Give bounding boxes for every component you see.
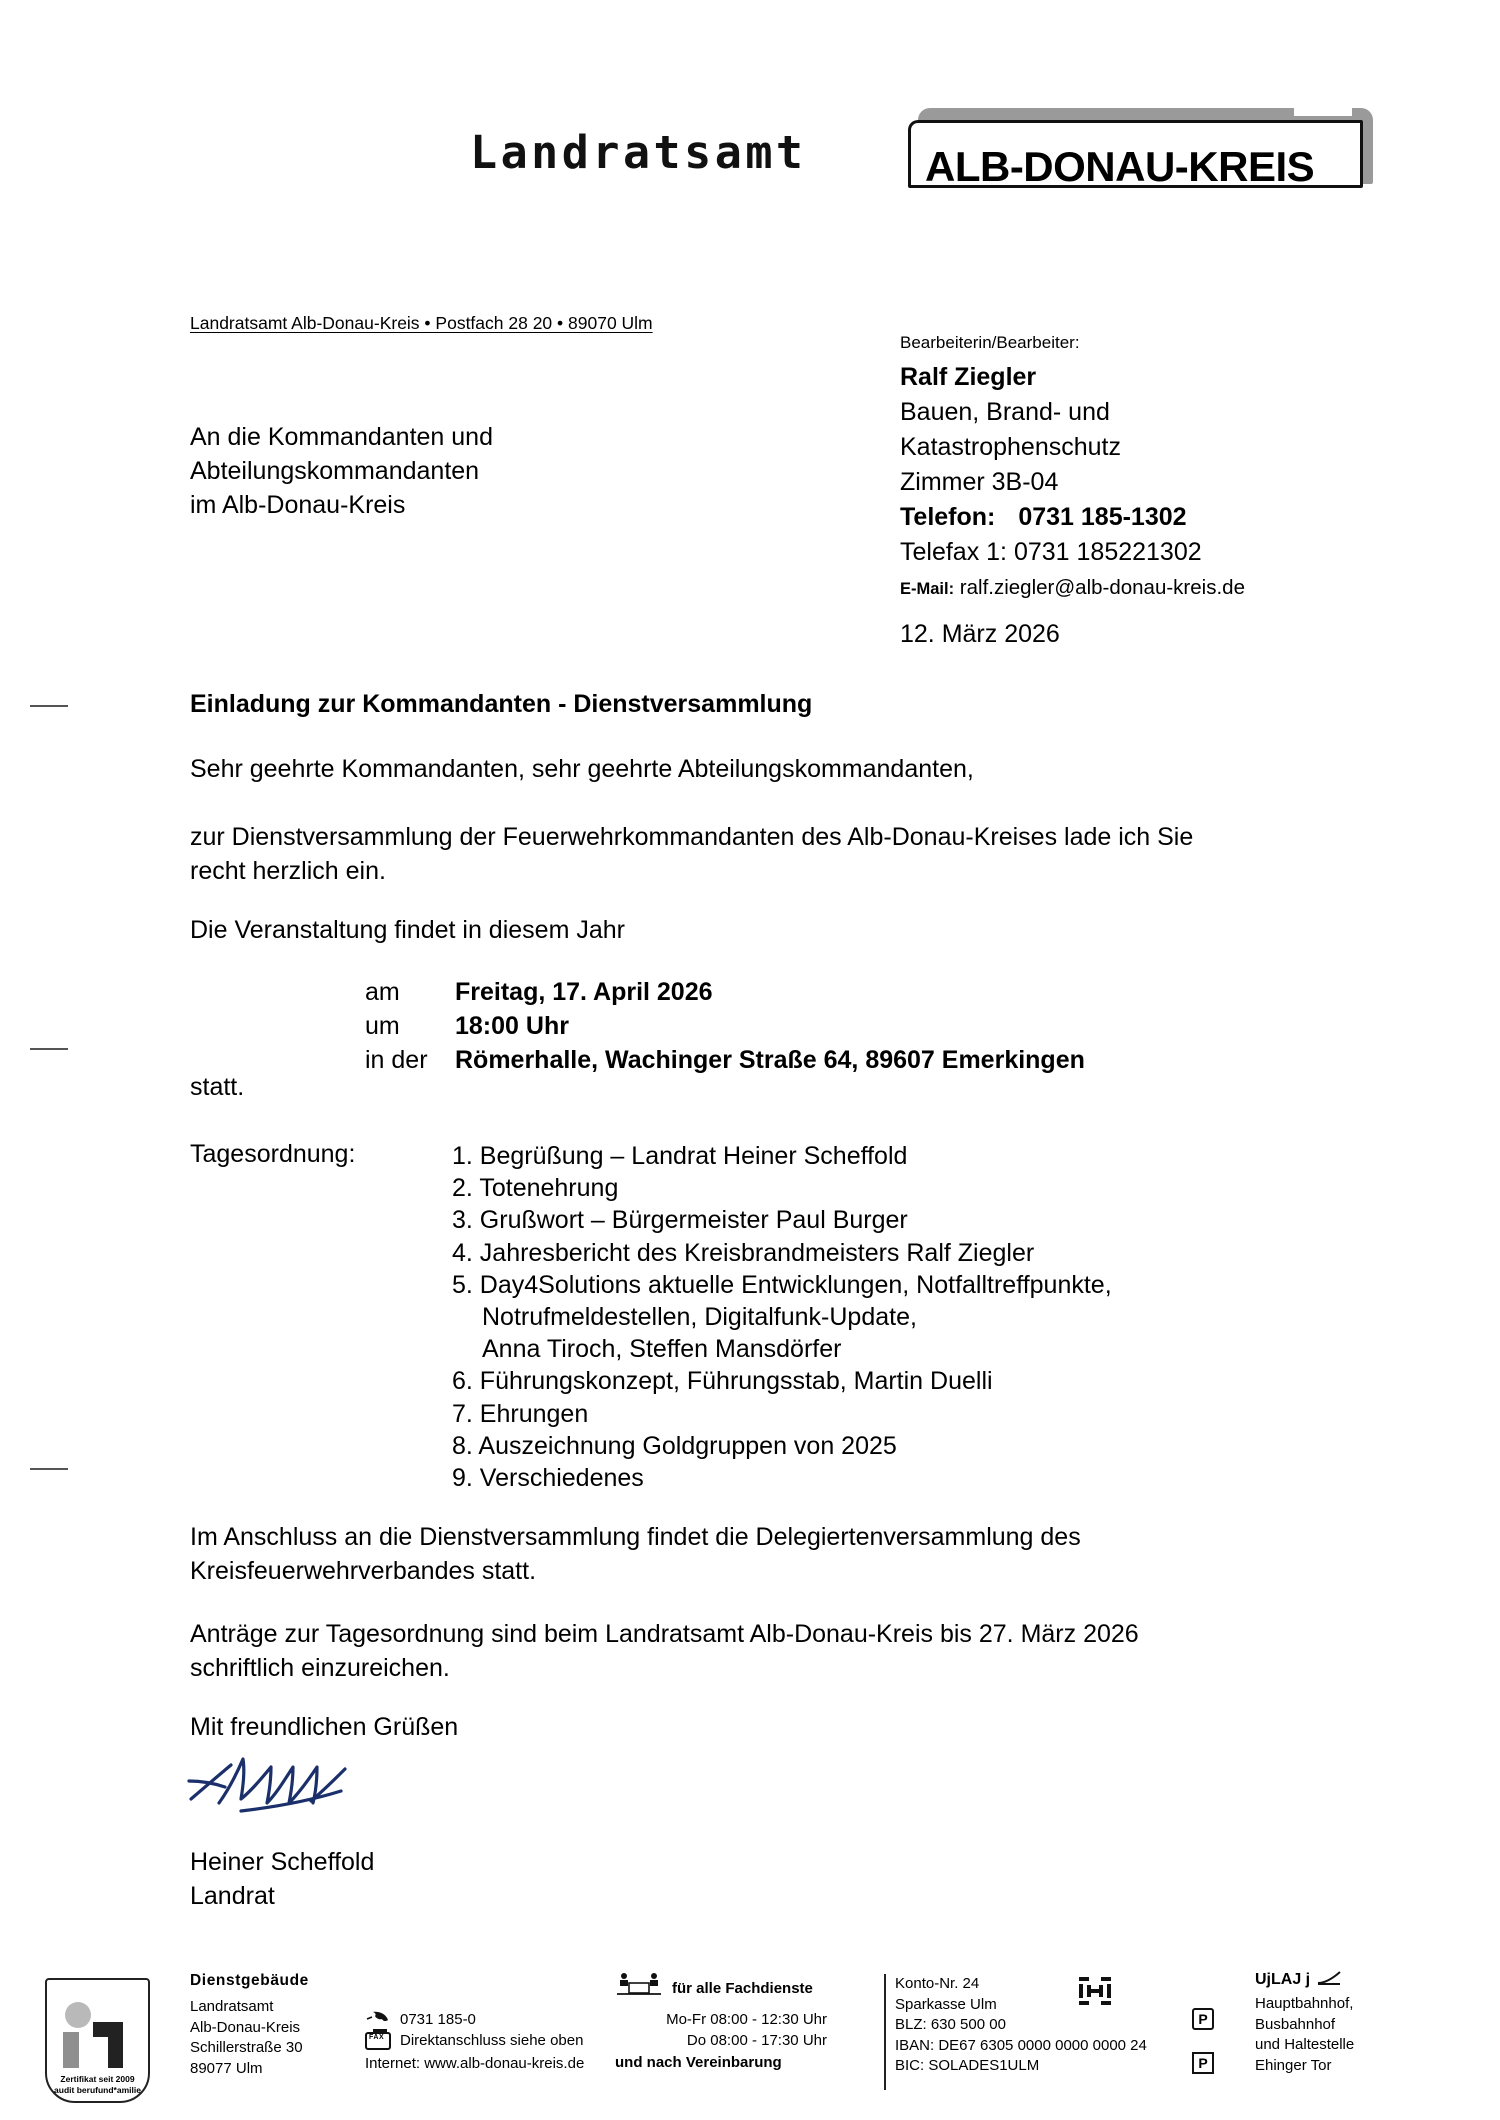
contact-info-block xyxy=(900,325,1245,607)
footer-internet: Internet: www.alb-donau-kreis.de xyxy=(365,2055,585,2072)
signer-name: Heiner Scheffold xyxy=(190,1848,375,1876)
event-time-label: um xyxy=(365,1012,400,1040)
footer-bank-line-2: Sparkasse Ulm xyxy=(895,1995,997,2013)
closing-paragraph-1 xyxy=(190,1520,1081,1588)
footer-hours-heading: für alle Fachdienste xyxy=(672,1979,813,1997)
intro-line-1: zur Dienstversammlung der Feuerwehrkommandanten des Alb-Donau-Kreises lade ich Sie xyxy=(190,823,1194,851)
footer-address-line-4: 89077 Ulm xyxy=(190,2059,263,2077)
logo-badge xyxy=(908,108,1378,190)
signature-image xyxy=(185,1745,425,1825)
agenda-item: 1. Begrüßung – Landrat Heiner Scheffold xyxy=(452,1142,908,1170)
footer-phone-row xyxy=(365,2008,584,2030)
footer-address-heading: Dienstgebäude xyxy=(190,1972,309,1989)
seal-dark-shape-body xyxy=(108,2022,123,2068)
closing-2-line-2: schriftlich einzureichen. xyxy=(190,1654,450,1682)
recipient-address-block xyxy=(190,420,493,522)
contact-department-line-2: Katastrophenschutz xyxy=(900,433,1121,461)
signer-block xyxy=(190,1845,374,1913)
footer-transit-line-4: Ehinger Tor xyxy=(1255,2056,1332,2074)
agenda-item: 2. Totenehrung xyxy=(452,1174,619,1203)
certificate-seal-icon xyxy=(45,1978,150,2103)
contact-email-row xyxy=(900,570,1245,607)
agenda-list xyxy=(452,1140,1112,1494)
parking-icon xyxy=(1192,2052,1214,2074)
service-desk-icon xyxy=(615,1972,663,2004)
footer-phone-value: 0731 185-0 xyxy=(400,2010,476,2028)
bank-code-icon xyxy=(1078,1976,1112,2010)
event-closing-word: statt. xyxy=(190,1073,245,1101)
fax-icon xyxy=(365,2032,391,2050)
intro-paragraph xyxy=(190,820,1193,888)
contact-department-line-1: Bauen, Brand- und xyxy=(900,398,1110,426)
seal-body-shape xyxy=(63,2032,79,2068)
agenda-item: 7. Ehrungen xyxy=(452,1399,589,1428)
contact-role-label: Bearbeiterin/Bearbeiter: xyxy=(900,333,1080,352)
logo-badge-frame xyxy=(908,120,1363,188)
margin-fold-tick xyxy=(30,705,68,707)
footer-fax-row xyxy=(365,2030,584,2051)
contact-fax: Telefax 1: 0731 185221302 xyxy=(900,538,1202,566)
sender-return-line: Landratsamt Alb-Donau-Kreis • Postfach 28 20 • 89070 Ulm xyxy=(190,313,653,333)
footer-address-line-1: Landratsamt xyxy=(190,1998,274,2015)
contact-phone-value: 0731 185-1302 xyxy=(1018,503,1187,531)
contact-email-value: ralf.ziegler@alb-donau-kreis.de xyxy=(959,576,1245,599)
footer-fax-value: Direktanschluss siehe oben xyxy=(400,2032,584,2049)
footer-transit-line-2: Busbahnhof xyxy=(1255,2015,1336,2033)
letter-subject: Einladung zur Kommandanten - Dienstversammlung xyxy=(190,690,813,718)
page-footer xyxy=(0,1960,1500,2120)
closing-paragraph-2 xyxy=(190,1617,1139,1685)
closing-1-line-2: Kreisfeuerwehrverbandes statt. xyxy=(190,1557,537,1585)
contact-email-label: E-Mail: xyxy=(900,580,955,598)
event-venue-value: Römerhalle, Wachinger Straße 64, 89607 Emerkingen xyxy=(455,1046,1085,1074)
agenda-item: 6. Führungskonzept, Führungsstab, Martin Duelli xyxy=(452,1367,993,1396)
footer-hours-line-1: Mo-Fr 08:00 - 12:30 Uhr xyxy=(666,2011,827,2028)
seal-head-shape xyxy=(65,2002,91,2028)
agenda-item: 3. Grußwort – Bürgermeister Paul Burger xyxy=(452,1206,908,1235)
contact-phone-label: Telefon: xyxy=(900,503,996,531)
event-details xyxy=(365,975,1085,1077)
footer-transit-heading: UjLAJ j xyxy=(1255,1971,1311,1988)
logo-badge-notch xyxy=(1294,106,1352,116)
event-lead-in: Die Veranstaltung findet in diesem Jahr xyxy=(190,916,625,944)
event-date-label: am xyxy=(365,978,400,1006)
salutation: Sehr geehrte Kommandanten, sehr geehrte Abteilungskommandanten, xyxy=(190,755,974,783)
footer-hours-heading-row xyxy=(615,1972,827,2004)
seal-caption-line-1: Zertifikat seit 2009 xyxy=(60,2074,135,2084)
event-row-time xyxy=(365,1009,1085,1043)
footer-bank-divider xyxy=(884,1974,886,2090)
margin-fold-tick xyxy=(30,1048,68,1050)
footer-contact-column xyxy=(365,2008,584,2075)
agenda-label: Tagesordnung: xyxy=(190,1140,356,1168)
contact-phone-row xyxy=(900,500,1245,535)
footer-transit-column xyxy=(1255,1970,1354,2076)
footer-address-line-2: Alb-Donau-Kreis xyxy=(190,2018,301,2036)
event-row-venue xyxy=(365,1043,1085,1077)
agenda-item: 5. Day4Solutions aktuelle Entwicklungen, Notfalltreffpunkte, xyxy=(452,1270,1112,1299)
parking-label: P xyxy=(1192,2052,1214,2074)
recipient-line-2: Abteilungskommandanten xyxy=(190,457,480,485)
margin-fold-tick xyxy=(30,1468,68,1470)
park-ride-label: P xyxy=(1192,2008,1214,2030)
footer-hours-column xyxy=(615,1972,827,2074)
contact-room: Zimmer 3B-04 xyxy=(900,468,1059,496)
footer-hours-line-3: und nach Vereinbarung xyxy=(615,2054,782,2071)
agenda-item-subline: Anna Tiroch, Steffen Mansdörfer xyxy=(482,1335,842,1364)
letter-date: 12. März 2026 xyxy=(900,620,1060,648)
logo-badge-label: ALB-DONAU-KREIS xyxy=(925,143,1315,190)
intro-line-2: recht herzlich ein. xyxy=(190,857,386,885)
train-icon xyxy=(1316,1970,1342,1990)
event-date-value: Freitag, 17. April 2026 xyxy=(455,978,713,1006)
footer-bank-line-1: Konto-Nr. 24 xyxy=(895,1975,980,1992)
footer-bank-line-4: IBAN: DE67 6305 0000 0000 0000 24 xyxy=(895,2036,1147,2054)
closing-1-line-1: Im Anschluss an die Dienstversammlung findet die Delegiertenversammlung des xyxy=(190,1523,1081,1551)
footer-transit-line-3: und Haltestelle xyxy=(1255,2036,1355,2053)
recipient-line-1: An die Kommandanten und xyxy=(190,423,493,451)
event-venue-label: in der xyxy=(365,1046,428,1074)
footer-bank-line-5: BIC: SOLADES1ULM xyxy=(895,2057,1040,2074)
seal-caption-line-2: audit berufund*amilie xyxy=(54,2085,141,2095)
recipient-line-3: im Alb-Donau-Kreis xyxy=(190,491,406,519)
agenda-item-subline: Notrufmeldestellen, Digitalfunk-Update, xyxy=(482,1303,917,1332)
park-and-ride-icon xyxy=(1192,2008,1214,2030)
agenda-item: 4. Jahresbericht des Kreisbrandmeisters Ralf Ziegler xyxy=(452,1238,1035,1267)
footer-transit-line-1: Hauptbahnhof, xyxy=(1255,1995,1354,2012)
closing-2-line-1: Anträge zur Tagesordnung sind beim Landratsamt Alb-Donau-Kreis bis 27. März 2026 xyxy=(190,1620,1139,1648)
footer-bank-line-3: BLZ: 630 500 00 xyxy=(895,2016,1006,2033)
organization-logo xyxy=(470,108,1390,208)
footer-address-line-3: Schillerstraße 30 xyxy=(190,2039,303,2056)
logo-wordmark: Landratsamt xyxy=(470,126,807,179)
event-time-value: 18:00 Uhr xyxy=(455,1012,569,1040)
signer-title: Landrat xyxy=(190,1882,275,1910)
footer-address-column xyxy=(190,1972,309,2079)
regards: Mit freundlichen Grüßen xyxy=(190,1713,459,1741)
event-row-date xyxy=(365,975,1085,1009)
contact-name: Ralf Ziegler xyxy=(900,363,1037,391)
footer-hours-line-2: Do 08:00 - 17:30 Uhr xyxy=(686,2031,827,2049)
agenda-item: 9. Verschiedenes xyxy=(452,1464,644,1493)
agenda-item: 8. Auszeichnung Goldgruppen von 2025 xyxy=(452,1431,897,1460)
